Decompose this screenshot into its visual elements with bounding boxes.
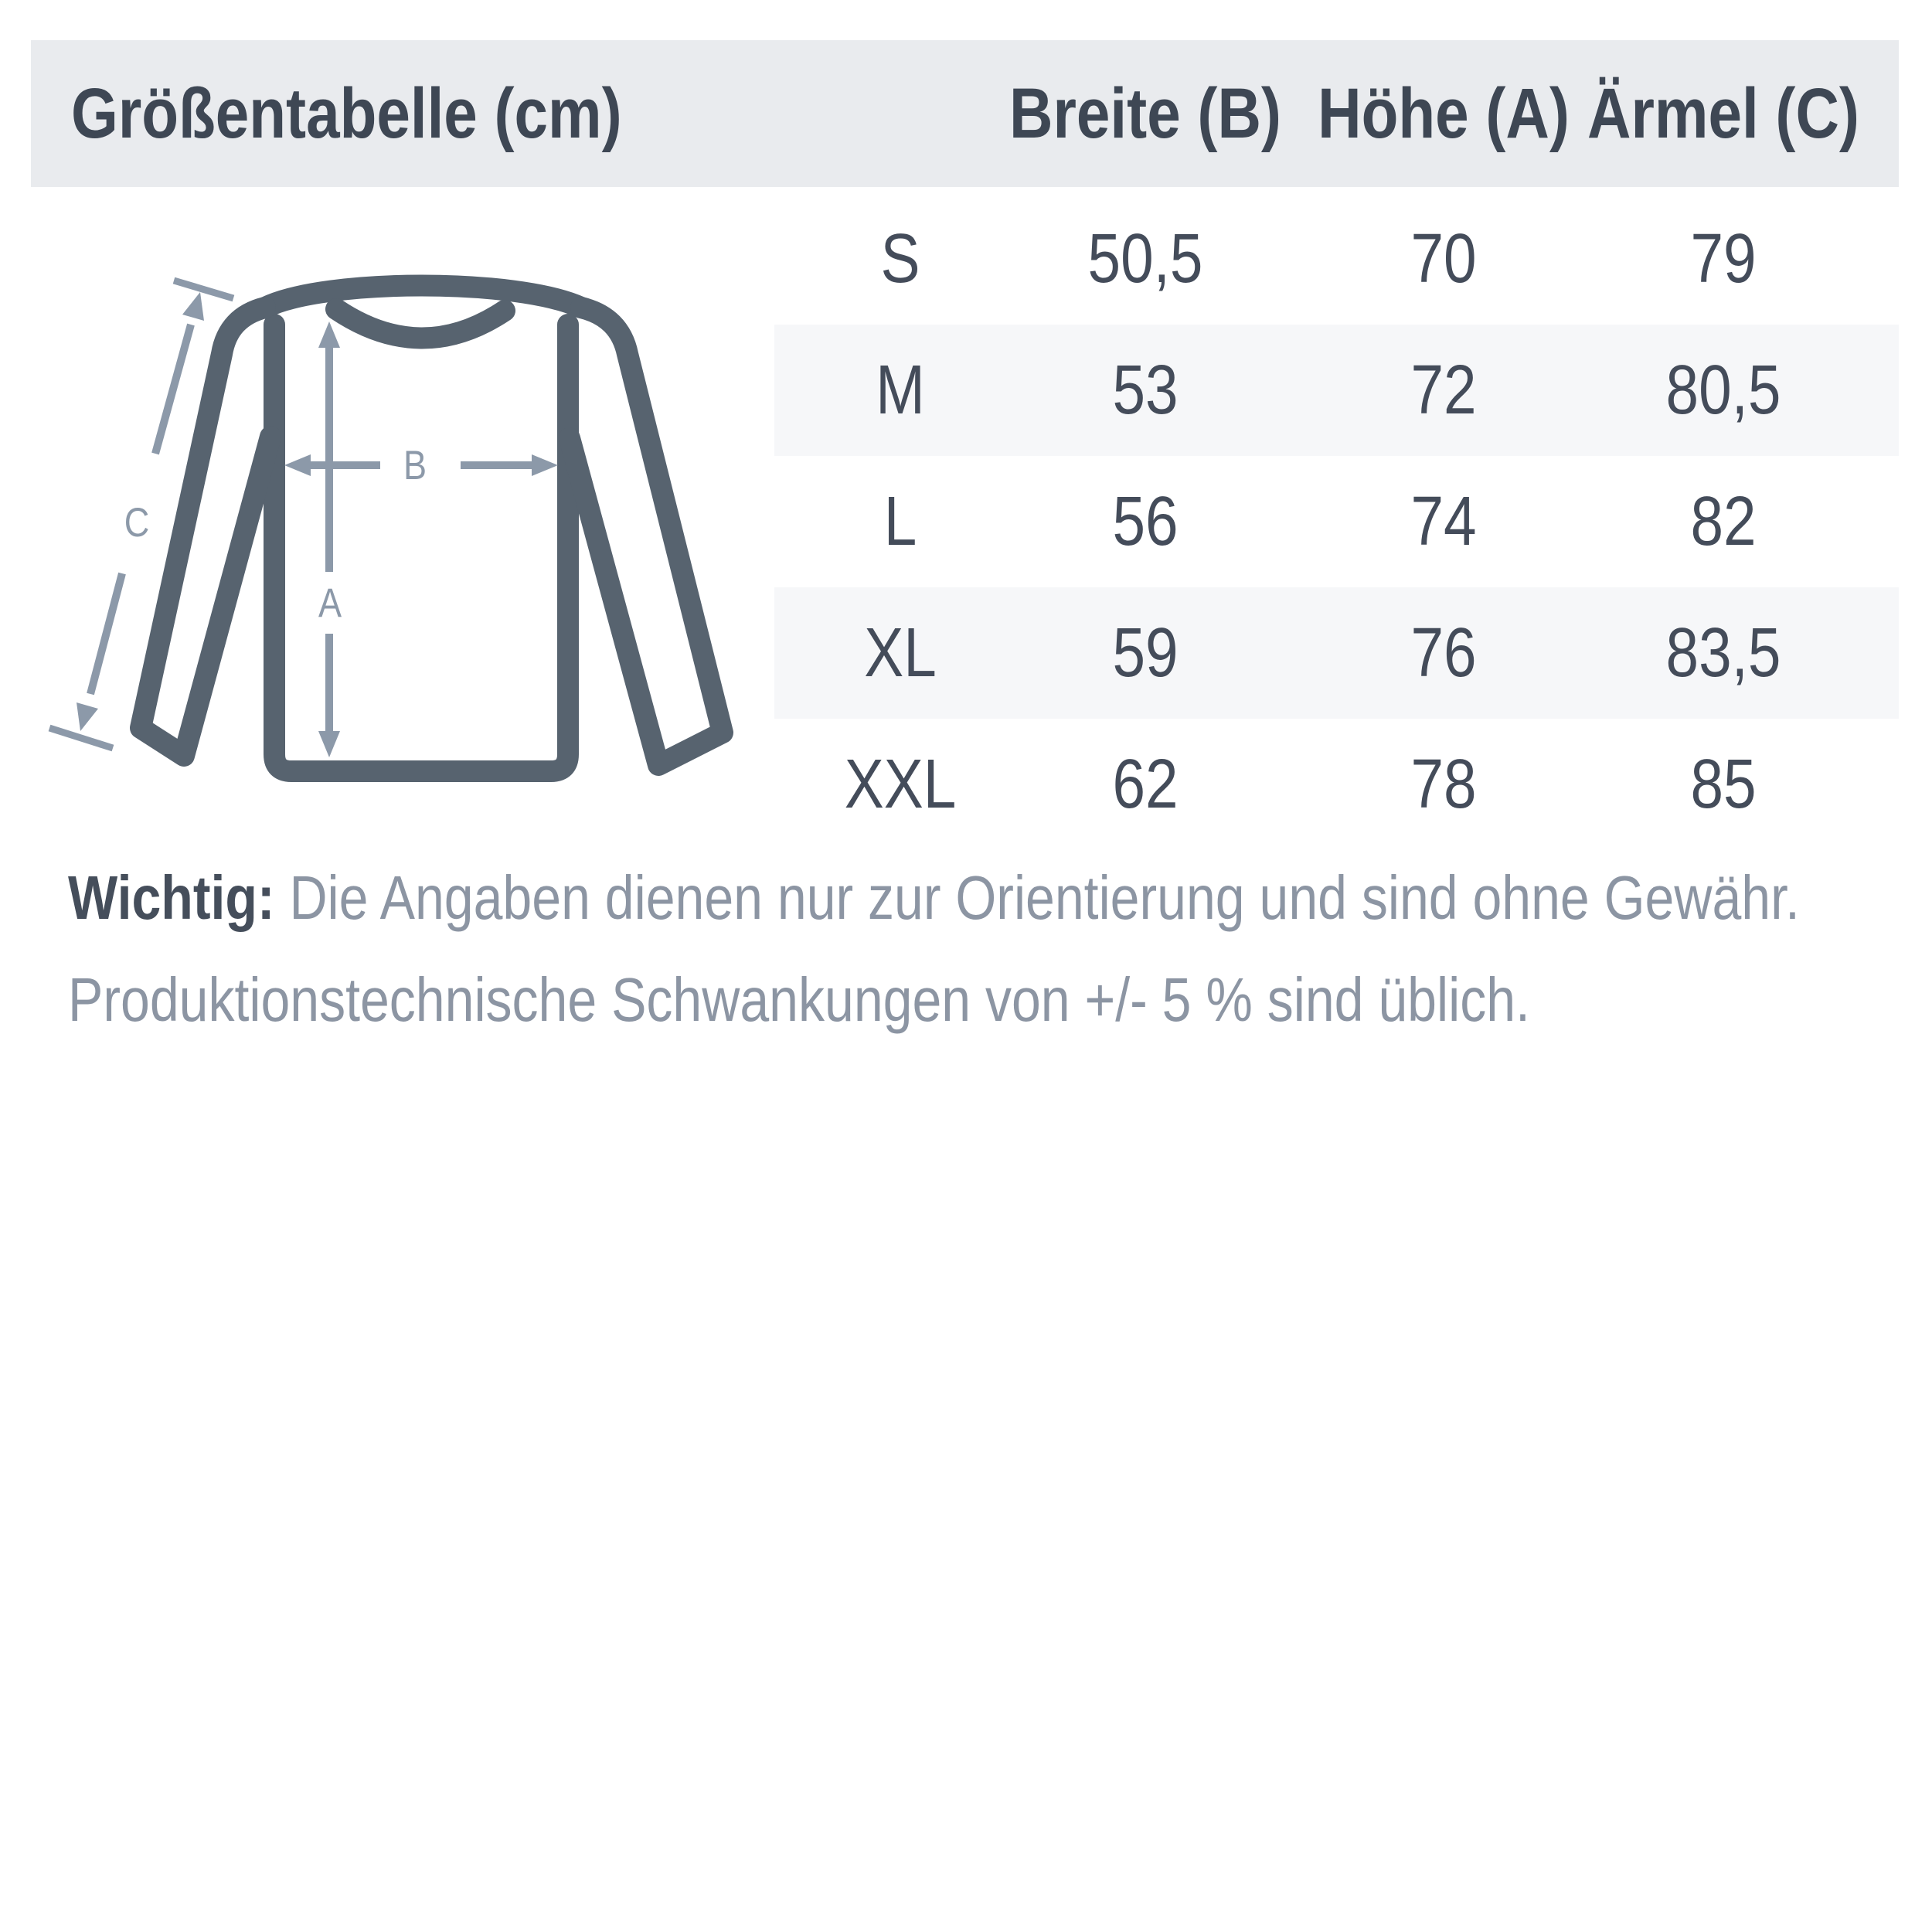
breite-value: 62	[1112, 746, 1179, 823]
arrowhead-b-left-icon	[284, 454, 311, 476]
disclaimer-line-2	[68, 949, 1599, 1051]
aermel-value: 83,5	[1665, 614, 1781, 692]
arrowhead-b-right-icon	[532, 454, 558, 476]
column-header-aermel: Ärmel (C)	[1587, 74, 1859, 153]
shirt-collar	[336, 309, 505, 338]
shirt-right-sleeve	[570, 308, 723, 765]
hoehe-value: 78	[1410, 746, 1477, 823]
disclaimer-text-2: Produktionstechnische Schwankungen von +/- 5 % sind üblich.	[68, 965, 1530, 1034]
table-row-xl	[774, 587, 1899, 719]
table-row-m	[774, 325, 1899, 456]
label-a: A	[318, 580, 342, 626]
disclaimer-prefix: Wichtig:	[68, 863, 275, 932]
table-row-s	[774, 193, 1899, 325]
hoehe-value: 74	[1410, 483, 1477, 560]
arrowhead-c-up-icon	[182, 292, 204, 321]
size-label: L	[883, 483, 917, 560]
disclaimer-note	[68, 847, 1869, 1051]
label-b: B	[403, 442, 427, 488]
measure-c-tick-bottom	[49, 728, 113, 748]
garment-measurement-diagram	[31, 255, 804, 912]
aermel-value: 80,5	[1665, 352, 1781, 429]
arrowhead-a-down-icon	[318, 731, 340, 757]
size-chart-header	[31, 40, 1899, 187]
size-label: S	[880, 220, 920, 298]
aermel-value: 85	[1690, 746, 1757, 823]
label-c: C	[124, 499, 150, 546]
aermel-value: 79	[1690, 220, 1757, 298]
aermel-value: 82	[1690, 483, 1757, 560]
measure-c-line-bottom	[90, 573, 122, 694]
hoehe-value: 72	[1410, 352, 1477, 429]
measure-lines	[49, 281, 538, 748]
shirt-body	[274, 325, 568, 771]
measure-c-tick-top	[174, 281, 233, 298]
arrowhead-a-up-icon	[318, 321, 340, 348]
column-header-hoehe: Höhe (A)	[1318, 74, 1570, 153]
size-label: M	[876, 352, 925, 429]
breite-value: 50,5	[1087, 220, 1203, 298]
column-header-breite: Breite (B)	[1009, 74, 1281, 153]
disclaimer-line-1	[68, 847, 1800, 949]
sweatshirt-outline-icon	[141, 286, 723, 772]
size-label: XL	[864, 614, 937, 692]
hoehe-value: 76	[1410, 614, 1477, 692]
hoehe-value: 70	[1410, 220, 1477, 298]
size-label: XXL	[844, 746, 957, 823]
breite-value: 53	[1112, 352, 1179, 429]
disclaimer-text-1: Die Angaben dienen nur zur Orientierung und sind ohne Gewähr.	[289, 863, 1800, 932]
measure-c-line-top	[155, 325, 191, 454]
breite-value: 56	[1112, 483, 1179, 560]
size-table	[774, 193, 1899, 850]
table-row-xxl	[774, 719, 1899, 850]
page-title: Größentabelle (cm)	[71, 74, 622, 153]
shirt-shoulders	[265, 286, 581, 308]
arrowhead-c-down-icon	[77, 702, 98, 731]
shirt-left-sleeve	[141, 308, 270, 756]
table-row-l	[774, 456, 1899, 587]
breite-value: 59	[1112, 614, 1179, 692]
